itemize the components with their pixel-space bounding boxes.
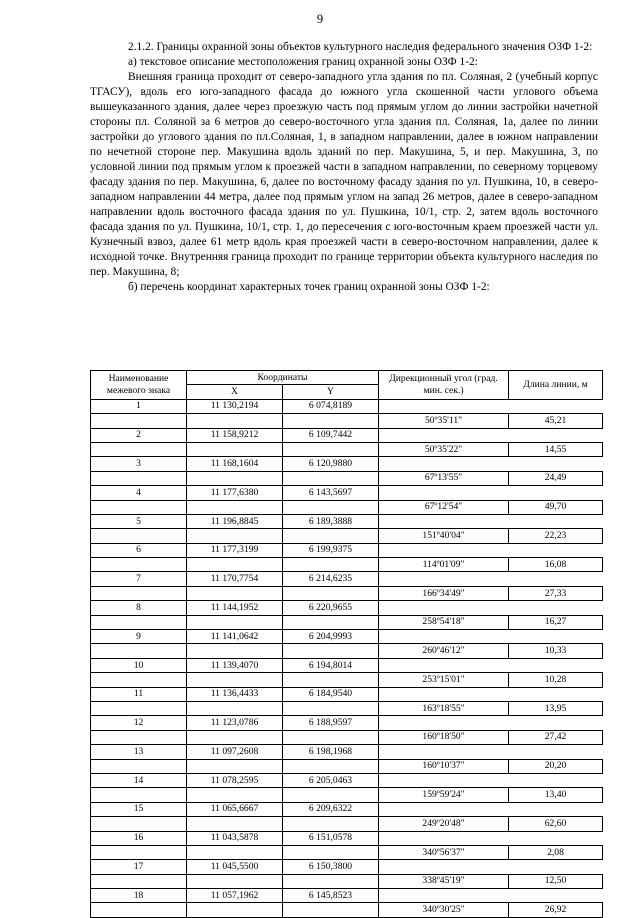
- segment-angle: 50º35'22": [379, 442, 509, 456]
- segment-gap: [283, 500, 379, 514]
- segment-length: 27,42: [509, 730, 603, 744]
- segment-row: [91, 845, 603, 859]
- segment-angle: 160º10'37": [379, 759, 509, 773]
- segment-gap: [283, 644, 379, 658]
- point-x: 11 139,4070: [187, 658, 283, 672]
- point-row: [91, 860, 603, 874]
- angle-spacer: [379, 543, 509, 557]
- point-name: 15: [91, 802, 187, 816]
- segment-gap: [91, 442, 187, 456]
- segment-gap: [283, 903, 379, 917]
- segment-length: 14,55: [509, 442, 603, 456]
- point-name: 14: [91, 773, 187, 787]
- angle-spacer: [379, 486, 509, 500]
- point-row: [91, 601, 603, 615]
- item-a: а) текстовое описание местоположения границ охранной зоны ОЗФ 1-2:: [128, 56, 478, 68]
- length-spacer: [509, 630, 603, 644]
- segment-gap: [283, 845, 379, 859]
- segment-gap: [283, 788, 379, 802]
- segment-gap: [187, 845, 283, 859]
- segment-angle: 253º15'01": [379, 673, 509, 687]
- segment-gap: [91, 644, 187, 658]
- segment-gap: [91, 673, 187, 687]
- length-spacer: [509, 486, 603, 500]
- point-y: 6 198,1968: [283, 745, 379, 759]
- segment-gap: [283, 701, 379, 715]
- item-b: б) перечень координат характерных точек границ охранной зоны ОЗФ 1-2:: [128, 281, 490, 293]
- angle-spacer: [379, 630, 509, 644]
- point-name: 11: [91, 687, 187, 701]
- segment-gap: [187, 817, 283, 831]
- segment-gap: [187, 874, 283, 888]
- segment-row: [91, 730, 603, 744]
- segment-length: 10,28: [509, 673, 603, 687]
- segment-gap: [283, 414, 379, 428]
- point-row: [91, 572, 603, 586]
- point-row: [91, 630, 603, 644]
- point-name: 16: [91, 831, 187, 845]
- point-name: 3: [91, 457, 187, 471]
- length-spacer: [509, 831, 603, 845]
- segment-gap: [283, 529, 379, 543]
- segment-row: [91, 414, 603, 428]
- segment-row: [91, 644, 603, 658]
- segment-angle: 159º59'24": [379, 788, 509, 802]
- point-row: [91, 658, 603, 672]
- point-row: [91, 457, 603, 471]
- segment-angle: 67º13'55": [379, 471, 509, 485]
- header-length: Длина линии, м: [509, 371, 603, 400]
- point-x: 11 057,1962: [187, 889, 283, 903]
- length-spacer: [509, 457, 603, 471]
- point-x: 11 136,4433: [187, 687, 283, 701]
- segment-gap: [187, 759, 283, 773]
- segment-gap: [91, 615, 187, 629]
- point-row: [91, 802, 603, 816]
- angle-spacer: [379, 802, 509, 816]
- segment-angle: 151º40'04": [379, 529, 509, 543]
- segment-gap: [283, 615, 379, 629]
- segment-gap: [283, 817, 379, 831]
- coordinates-table-body: [91, 399, 603, 917]
- segment-angle: 340º56'37": [379, 845, 509, 859]
- length-spacer: [509, 745, 603, 759]
- segment-gap: [283, 874, 379, 888]
- segment-gap: [91, 817, 187, 831]
- point-row: [91, 428, 603, 442]
- segment-angle: 114º01'09": [379, 558, 509, 572]
- point-row: [91, 514, 603, 528]
- segment-length: 16,08: [509, 558, 603, 572]
- segment-row: [91, 817, 603, 831]
- segment-gap: [187, 644, 283, 658]
- point-x: 11 097,2608: [187, 745, 283, 759]
- segment-gap: [91, 701, 187, 715]
- point-y: 6 204,9993: [283, 630, 379, 644]
- length-spacer: [509, 428, 603, 442]
- point-row: [91, 745, 603, 759]
- angle-spacer: [379, 572, 509, 586]
- header-angle: Дирекционный угол (град. мин. сек.): [379, 371, 509, 400]
- length-spacer: [509, 889, 603, 903]
- segment-gap: [91, 788, 187, 802]
- point-y: 6 189,3888: [283, 514, 379, 528]
- point-x: 11 177,6380: [187, 486, 283, 500]
- point-x: 11 065,6667: [187, 802, 283, 816]
- angle-spacer: [379, 399, 509, 413]
- segment-gap: [91, 471, 187, 485]
- segment-row: [91, 701, 603, 715]
- segment-row: [91, 788, 603, 802]
- point-name: 5: [91, 514, 187, 528]
- point-x: 11 144,1952: [187, 601, 283, 615]
- segment-gap: [187, 903, 283, 917]
- segment-gap: [187, 730, 283, 744]
- segment-length: 13,40: [509, 788, 603, 802]
- segment-gap: [187, 500, 283, 514]
- point-name: 9: [91, 630, 187, 644]
- point-y: 6 194,8014: [283, 658, 379, 672]
- angle-spacer: [379, 716, 509, 730]
- segment-gap: [187, 673, 283, 687]
- point-y: 6 145,8523: [283, 889, 379, 903]
- point-y: 6 074,8189: [283, 399, 379, 413]
- point-y: 6 151,0578: [283, 831, 379, 845]
- point-name: 1: [91, 399, 187, 413]
- angle-spacer: [379, 428, 509, 442]
- length-spacer: [509, 601, 603, 615]
- point-y: 6 188,9597: [283, 716, 379, 730]
- segment-gap: [91, 500, 187, 514]
- segment-gap: [283, 586, 379, 600]
- segment-gap: [187, 471, 283, 485]
- angle-spacer: [379, 687, 509, 701]
- point-name: 13: [91, 745, 187, 759]
- point-name: 4: [91, 486, 187, 500]
- point-x: 11 043,5878: [187, 831, 283, 845]
- point-x: 11 158,9212: [187, 428, 283, 442]
- point-name: 17: [91, 860, 187, 874]
- length-spacer: [509, 860, 603, 874]
- segment-length: 27,33: [509, 586, 603, 600]
- coordinates-table: [90, 370, 603, 918]
- segment-gap: [91, 586, 187, 600]
- segment-angle: 67º12'54": [379, 500, 509, 514]
- segment-gap: [283, 471, 379, 485]
- segment-gap: [91, 759, 187, 773]
- point-y: 6 214,6235: [283, 572, 379, 586]
- angle-spacer: [379, 514, 509, 528]
- segment-length: 45,21: [509, 414, 603, 428]
- segment-gap: [187, 442, 283, 456]
- segment-angle: 258º54'18": [379, 615, 509, 629]
- angle-spacer: [379, 457, 509, 471]
- point-x: 11 177,3199: [187, 543, 283, 557]
- section-heading: 2.1.2. Границы охранной зоны объектов культурного наследия федерального значения ОЗФ 1-2:: [128, 41, 593, 53]
- segment-angle: 338º45'19": [379, 874, 509, 888]
- length-spacer: [509, 802, 603, 816]
- point-name: 12: [91, 716, 187, 730]
- point-row: [91, 716, 603, 730]
- point-name: 2: [91, 428, 187, 442]
- point-x: 11 170,7754: [187, 572, 283, 586]
- segment-length: 13,95: [509, 701, 603, 715]
- segment-length: 2,08: [509, 845, 603, 859]
- segment-gap: [91, 529, 187, 543]
- segment-length: 22,23: [509, 529, 603, 543]
- angle-spacer: [379, 831, 509, 845]
- segment-length: 24,49: [509, 471, 603, 485]
- segment-gap: [91, 730, 187, 744]
- segment-length: 12,50: [509, 874, 603, 888]
- segment-gap: [283, 759, 379, 773]
- segment-gap: [187, 414, 283, 428]
- point-x: 11 078,2595: [187, 773, 283, 787]
- point-y: 6 199,9375: [283, 543, 379, 557]
- length-spacer: [509, 572, 603, 586]
- angle-spacer: [379, 773, 509, 787]
- segment-angle: 50º35'11": [379, 414, 509, 428]
- point-row: [91, 543, 603, 557]
- header-x: X: [187, 385, 283, 399]
- segment-gap: [91, 845, 187, 859]
- angle-spacer: [379, 860, 509, 874]
- segment-gap: [283, 442, 379, 456]
- segment-angle: 166º34'49": [379, 586, 509, 600]
- point-name: 8: [91, 601, 187, 615]
- segment-row: [91, 903, 603, 917]
- angle-spacer: [379, 889, 509, 903]
- segment-length: 49,70: [509, 500, 603, 514]
- segment-length: 20,20: [509, 759, 603, 773]
- segment-row: [91, 759, 603, 773]
- segment-gap: [283, 730, 379, 744]
- segment-length: 26,92: [509, 903, 603, 917]
- segment-gap: [91, 903, 187, 917]
- point-name: 10: [91, 658, 187, 672]
- length-spacer: [509, 687, 603, 701]
- segment-angle: 260º46'12": [379, 644, 509, 658]
- segment-gap: [187, 701, 283, 715]
- segment-row: [91, 586, 603, 600]
- segment-gap: [91, 558, 187, 572]
- point-x: 11 123,0786: [187, 716, 283, 730]
- segment-row: [91, 471, 603, 485]
- length-spacer: [509, 543, 603, 557]
- segment-gap: [91, 874, 187, 888]
- point-y: 6 220,9655: [283, 601, 379, 615]
- header-coordinates: Координаты: [187, 371, 379, 385]
- point-row: [91, 889, 603, 903]
- point-y: 6 109,7442: [283, 428, 379, 442]
- point-y: 6 143,5697: [283, 486, 379, 500]
- segment-angle: 160º18'50": [379, 730, 509, 744]
- length-spacer: [509, 773, 603, 787]
- segment-row: [91, 442, 603, 456]
- segment-gap: [187, 529, 283, 543]
- segment-row: [91, 529, 603, 543]
- point-x: 11 168,1604: [187, 457, 283, 471]
- angle-spacer: [379, 745, 509, 759]
- segment-angle: 249º20'48": [379, 817, 509, 831]
- header-y: Y: [283, 385, 379, 399]
- document-body: [90, 40, 598, 295]
- segment-row: [91, 673, 603, 687]
- point-y: 6 184,9540: [283, 687, 379, 701]
- segment-length: 16,27: [509, 615, 603, 629]
- length-spacer: [509, 514, 603, 528]
- length-spacer: [509, 658, 603, 672]
- angle-spacer: [379, 601, 509, 615]
- segment-gap: [187, 586, 283, 600]
- page-number: 9: [316, 12, 324, 26]
- segment-angle: 163º18'55": [379, 701, 509, 715]
- point-name: 7: [91, 572, 187, 586]
- point-y: 6 120,9880: [283, 457, 379, 471]
- angle-spacer: [379, 658, 509, 672]
- segment-row: [91, 558, 603, 572]
- segment-length: 62,60: [509, 817, 603, 831]
- segment-gap: [187, 788, 283, 802]
- segment-gap: [187, 558, 283, 572]
- segment-angle: 340º30'25": [379, 903, 509, 917]
- point-x: 11 196,8845: [187, 514, 283, 528]
- point-x: 11 130,2194: [187, 399, 283, 413]
- point-x: 11 141,0642: [187, 630, 283, 644]
- point-row: [91, 399, 603, 413]
- segment-row: [91, 615, 603, 629]
- segment-gap: [91, 414, 187, 428]
- point-x: 11 045,5500: [187, 860, 283, 874]
- point-row: [91, 687, 603, 701]
- header-name: Наименование межевого знака: [91, 371, 187, 400]
- point-row: [91, 773, 603, 787]
- segment-row: [91, 500, 603, 514]
- segment-length: 10,33: [509, 644, 603, 658]
- point-y: 6 150,3800: [283, 860, 379, 874]
- segment-gap: [283, 673, 379, 687]
- point-y: 6 205,0463: [283, 773, 379, 787]
- segment-gap: [187, 615, 283, 629]
- point-name: 18: [91, 889, 187, 903]
- segment-row: [91, 874, 603, 888]
- length-spacer: [509, 716, 603, 730]
- point-name: 6: [91, 543, 187, 557]
- point-row: [91, 486, 603, 500]
- point-row: [91, 831, 603, 845]
- length-spacer: [509, 399, 603, 413]
- point-y: 6 209,6322: [283, 802, 379, 816]
- segment-gap: [283, 558, 379, 572]
- boundary-description: Внешняя граница проходит от северо-западного угла здания по пл. Соляная, 2 (учебный корпус ТГАСУ), вдоль его юго-западного фасада до южного угла скошенной части углового объема вышеуказанного здания, далее через проезжую часть под прямым углом до линии застройки начетной стороны пл. Соляной за 6 метров до северо-восточного угла здания пл. Соляная, 1а, далее по линии застройки до углового здания по пл.Соляная, 1, в западном направлении, далее в южном направлении по нечетной стороне пер. Макушина вдоль зданий по пер. Макушина, 5, и пер. Макушина, 3, по условной линии под прямым углом к проезжей части в западном направлении, по северному торцевому фасаду здания по пер. Макушина, 6, далее по восточному фасаду здания по ул. Пушкина, 10, в северо-западном направлении 44 метра, далее под прямым углом на запад 26 метров, далее в северо-западном направлении вдоль восточного фасада здания по ул. Пушкина, 10/1, стр. 2, затем вдоль восточного фасада здания по ул. Пушкина, 10/1, стр. 1, до пересечения с юго-восточным краем проезжей части ул. Кузнечный взвоз, далее 61 метр вдоль края проезжей части в северо-восточном направлении, далее к исходной точке. Внутренняя граница проходит по границе территории объекта культурного наследия по пер. Макушина, 8;: [90, 71, 598, 278]
